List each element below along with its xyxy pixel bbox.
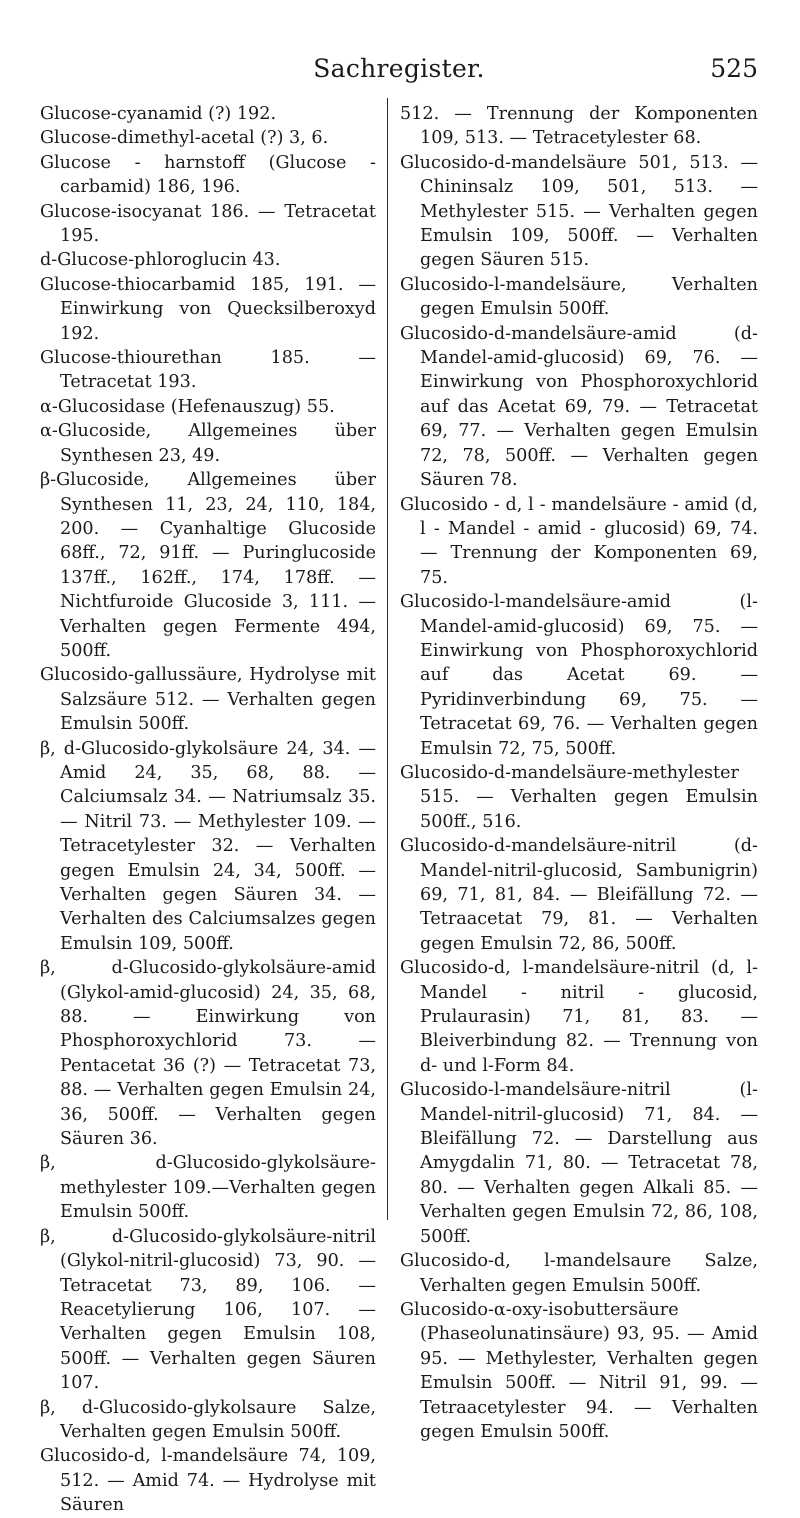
index-entry: Glucosido-d, l-mandelsäure-nitril (d, l-Mandel - nitril - glucosid, Prulaurasin) 71, 81, 83. — Bleiverbindung 82. — Trennung von d- und l-Form 84.	[400, 958, 758, 1076]
page-header	[40, 54, 758, 90]
index-entry: Glucosido-l-mandelsäure-amid (l-Mandel-amid-glucosid) 69, 75. — Einwirkung von Phosphoroxychlorid auf das Acetat 69. — Pyridinverbindung 69, 75. — Tetracetat 69, 76. — Verhalten gegen Emulsin 72, 75, 500ff.	[400, 592, 758, 759]
index-entry: Glucose-isocyanat 186. — Tetracetat 195.	[40, 201, 376, 247]
index-entry: β, d-Glucosido-glykolsaure Salze, Verhalten gegen Emulsin 500ff.	[40, 1397, 376, 1442]
index-entry: Glucosido-d-mandelsäure 501, 513. — Chininsalz 109, 501, 513. — Methylester 515. — Verhalten gegen Emulsin 109, 500ff. — Verhalten gegen Säuren 515.	[400, 152, 758, 271]
index-entry: β, d-Glucosido-glykolsäure 24, 34. — Amid 24, 35, 68, 88. — Calciumsalz 34. — Natriumsalz 35. — Nitril 73. — Methylester 109. — Tetracetylester 32. — Verhalten gegen Emulsin 24, 34, 500ff. — Verhalten gegen Säuren 34. — Verhalten des Calciumsalzes gegen Emulsin 109, 500ff.	[40, 738, 376, 954]
index-entry: Glucosido-d, l-mandelsäure 74, 109, 512. — Amid 74. — Hydrolyse mit Säuren	[40, 1446, 376, 1516]
index-entry: Glucose-thiourethan 185. — Tetracetat 193.	[40, 348, 376, 393]
index-entry: Glucose - harnstoff (Glucose - carbamid) 186, 196.	[40, 152, 376, 198]
index-entry: Glucosido-d-mandelsäure-amid (d-Mandel-amid-glucosid) 69, 76. — Einwirkung von Phosphoroxychlorid auf das Acetat 69, 79. — Tetracetat 69, 77. — Verhalten gegen Emulsin 72, 78, 500ff. — Verhalten gegen Säuren 78.	[400, 323, 758, 491]
index-entry: Glucosido-d-mandelsäure-methylester 515. — Verhalten gegen Emulsin 500ff., 516.	[400, 762, 758, 832]
index-entry: Glucosido-gallussäure, Hydrolyse mit Salzsäure 512. — Verhalten gegen Emulsin 500ff.	[40, 665, 376, 735]
index-entry: Glucosido - d, l - mandelsäure - amid (d, l - Mandel - amid - glucosid) 69, 74. — Trennung der Komponenten 69, 75.	[400, 494, 758, 588]
index-entry: 512. — Trennung der Komponenten 109, 513. — Tetracetylester 68.	[400, 104, 758, 149]
index-entry: d-Glucose-phloroglucin 43.	[40, 250, 281, 271]
index-entry: β, d-Glucosido-glykolsäure-nitril (Glykol-nitril-glucosid) 73, 90. — Tetracetat 73, 89, 106. — Reacetylierung 106, 107. — Verhalten gegen Emulsin 108, 500ff. — Verhalten gegen Säuren 107.	[40, 1226, 376, 1394]
index-entry: α-Glucosidase (Hefenauszug) 55.	[40, 396, 335, 417]
page-title: Sachregister.	[313, 54, 485, 83]
index-entry: β, d-Glucosido-glykolsäure-amid (Glykol-amid-glucosid) 24, 35, 68, 88. — Einwirkung von Phosphoroxychlorid 73. — Pentacetat 36 (?) — Tetracetat 73, 88. — Verhalten gegen Emulsin 24, 36, 500ff. — Verhalten gegen Säuren 36.	[40, 958, 376, 1150]
index-entry: Glucose-cyanamid (?) 192.	[40, 104, 277, 124]
left-column	[40, 102, 376, 1518]
index-entry: β-Glucoside, Allgemeines über Synthesen 11, 23, 24, 110, 184, 200. — Cyanhaltige Glucoside 68ff., 72, 91ff. — Puringlucoside 137ff., 162ff., 174, 178ff. — Nichtfuroide Glucoside 3, 111. — Verhalten gegen Fermente 494, 500ff.	[40, 470, 376, 661]
index-entry: Glucosido-d, l-mandelsaure Salze, Verhalten gegen Emulsin 500ff.	[400, 1251, 758, 1296]
index-entry: Glucosido-l-mandelsäure-nitril (l-Mandel-nitril-glucosid) 71, 84. — Bleifällung 72. — Darstellung aus Amygdalin 71, 80. — Tetracetat 78, 80. — Verhalten gegen Alkali 85. — Verhalten gegen Emulsin 72, 86, 108, 500ff.	[400, 1080, 758, 1247]
page-number: 525	[710, 54, 758, 83]
index-entry: Glucose-thiocarbamid 185, 191. — Einwirkung von Quecksilberoxyd 192.	[40, 274, 376, 344]
index-entry: α-Glucoside, Allgemeines über Synthesen 23, 49.	[40, 421, 376, 466]
index-entry: β, d-Glucosido-glykolsäure-methylester 109.—Verhalten gegen Emulsin 500ff.	[40, 1153, 376, 1223]
right-column	[400, 102, 758, 1444]
index-entry: Glucosido-d-mandelsäure-nitril (d-Mandel-nitril-glucosid, Sambunigrin) 69, 71, 81, 84. — Bleifällung 72. — Tetraacetat 79, 81. — Verhalten gegen Emulsin 72, 86, 500ff.	[400, 836, 758, 954]
column-divider	[387, 98, 388, 1220]
index-entry: Glucosido-l-mandelsäure, Verhalten gegen Emulsin 500ff.	[400, 274, 758, 320]
index-entry: Glucose-dimethyl-acetal (?) 3, 6.	[40, 128, 329, 149]
index-entry: Glucosido-α-oxy-isobuttersäure (Phaseolunatinsäure) 93, 95. — Amid 95. — Methylester, Verhalten gegen Emulsin 500ff. — Nitril 91, 99. — Tetraacetylester 94. — Verhalten gegen Emulsin 500ff.	[400, 1299, 758, 1442]
